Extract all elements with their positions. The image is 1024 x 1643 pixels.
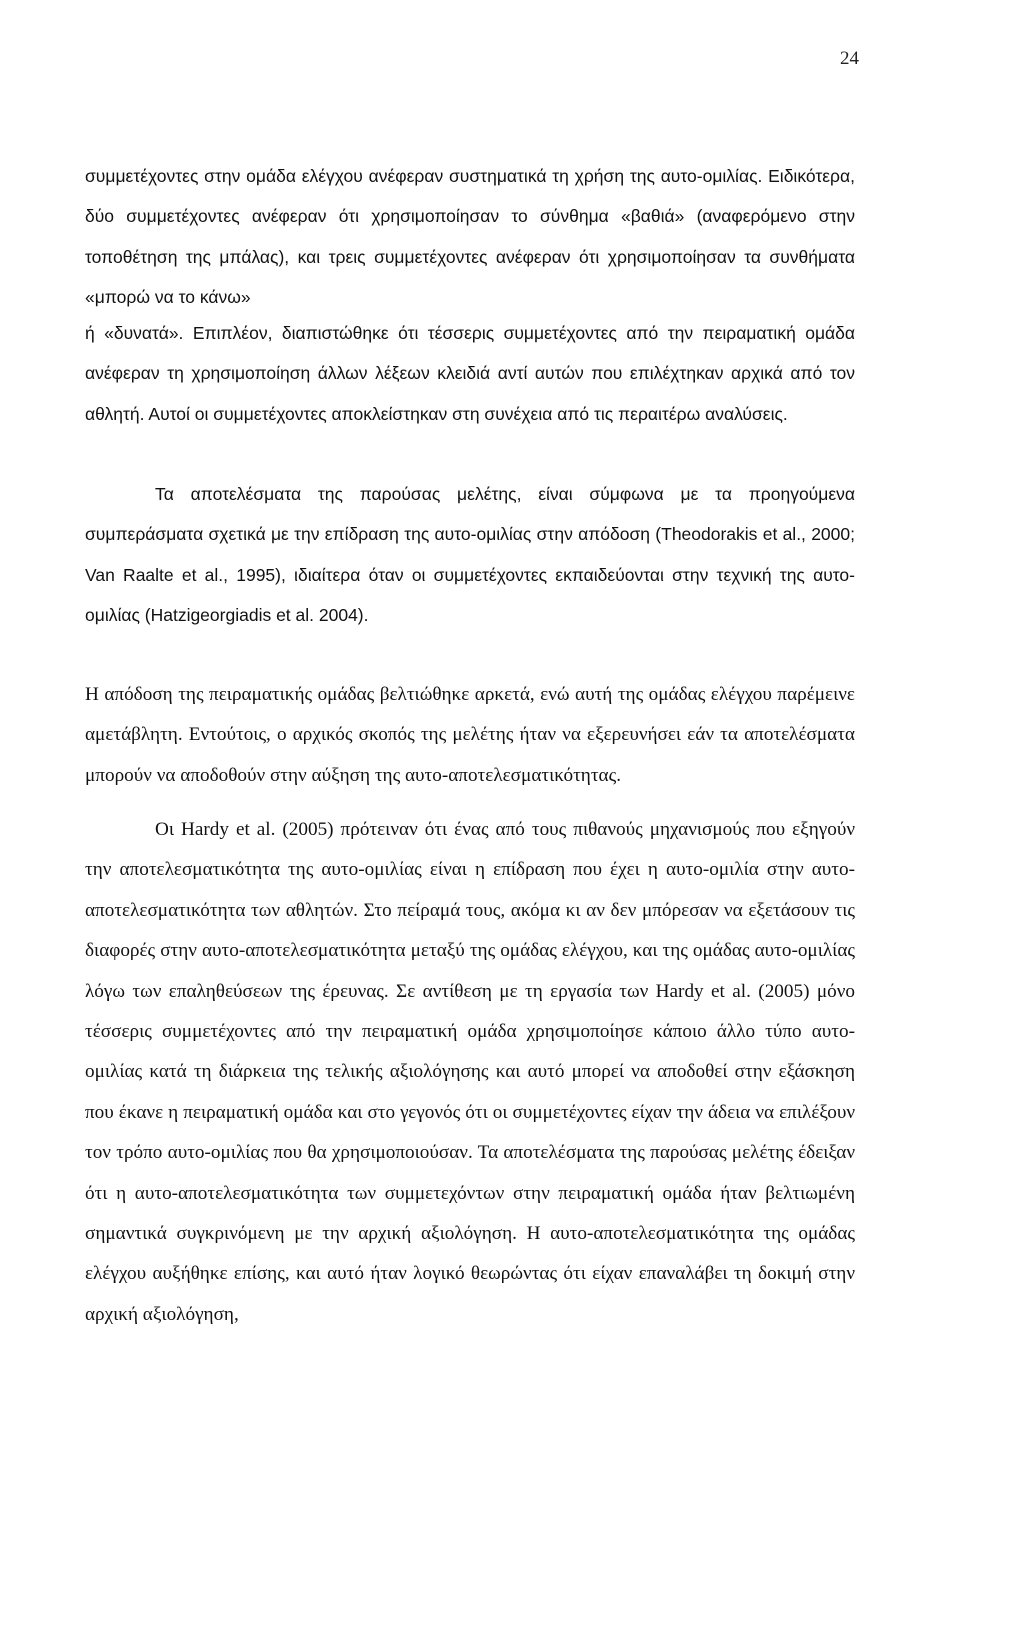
paragraph-excluded-participants: ή «δυνατά». Επιπλέον, διαπιστώθηκε ότι τέσσερις συμμετέχοντες από την πειραματική ομάδα ανέφεραν τη χρησιμοποίηση άλλων λέξεων κλειδιά αντί αυτών που επιλέχτηκαν αρχικά από τον αθλητή. Αυτοί οι συμμετέχοντες αποκλείστηκαν στη συνέχεια από τις περαιτέρω αναλύσεις.	[85, 323, 855, 424]
paragraph-control-group-self-talk: συμμετέχοντες στην ομάδα ελέγχου ανέφεραν συστηματικά τη χρήση της αυτο-ομιλίας. Ειδικότερα, δύο συμμετέχοντες ανέφεραν ότι χρησιμοποίησαν το σύνθημα «βαθιά» (αναφερόμενο στην τοποθέτηση της μπάλας), και τρεις συμμετέχοντες ανέφεραν ότι χρησιμοποίησαν τα συνθήματα «μπορώ να το κάνω»	[85, 166, 855, 308]
page-number: 24	[840, 48, 859, 69]
paragraph-hardy-mechanism: Οι Hardy et al. (2005) πρότειναν ότι ένας από τους πιθανούς μηχανισμούς που εξηγούν την αποτελεσματικότητα της αυτο-ομιλίας είναι η επίδραση που έχει η αυτο-ομιλία στην αυτο-αποτελεσματικότητα των αθλητών. Στο πείραμά τους, ακόμα κι αν δεν μπόρεσαν να εξετάσουν τις διαφορές στην αυτο-αποτελεσματικότητα μεταξύ της ομάδας ελέγχου, και της ομάδας αυτο-ομιλίας λόγω των επαληθεύσεων της έρευνας. Σε αντίθεση με τη εργασία των Hardy et al. (2005) μόνο τέσσερις συμμετέχοντες από την πειραματική ομάδα χρησιμοποίησε κάποιο άλλο τύπο αυτο-ομιλίας κατά τη διάρκεια της τελικής αξιολόγησης και αυτό μπορεί να αποδοθεί στην εξάσκηση που έκανε η πειραματική ομάδα και στο γεγονός ότι οι συμμετέχοντες είχαν την άδεια να επιλέξουν τον τρόπο αυτο-ομιλίας που θα χρησιμοποιούσαν. Τα αποτελέσματα της παρούσας μελέτης έδειξαν ότι η αυτο-αποτελεσματικότητα των συμμετεχόντων στην πειραματική ομάδα ήταν βελτιωμένη σημαντικά συγκρινόμενη με την αρχική αξιολόγηση. Η αυτο-αποτελεσματικότητα της ομάδας ελέγχου αυξήθηκε επίσης, και αυτό ήταν λογικό θεωρώντας ότι είχαν επαναλάβει τη δοκιμή στην αρχική αξιολόγηση,	[85, 819, 855, 1325]
paragraph-performance-improvement: Η απόδοση της πειραματικής ομάδας βελτιώθηκε αρκετά, ενώ αυτή της ομάδας ελέγχου παρέμεινε αμετάβλητη. Εντούτοις, ο αρχικός σκοπός της μελέτης ήταν να εξερευνήσει εάν τα αποτελέσματα μπορούν να αποδοθούν στην αύξηση της αυτο-αποτελεσματικότητας.	[85, 684, 855, 786]
paragraph-results-consistency: Τα αποτελέσματα της παρούσας μελέτης, είναι σύμφωνα με τα προηγούμενα συμπεράσματα σχετικά με την επίδραση της αυτο-ομιλίας στην απόδοση (Theodorakis et al., 2000; Van Raalte et al., 1995), ιδιαίτερα όταν οι συμμετέχοντες εκπαιδεύονται στην τεχνική της αυτο-ομιλίας (Hatzigeorgiadis et al. 2004).	[85, 484, 855, 626]
